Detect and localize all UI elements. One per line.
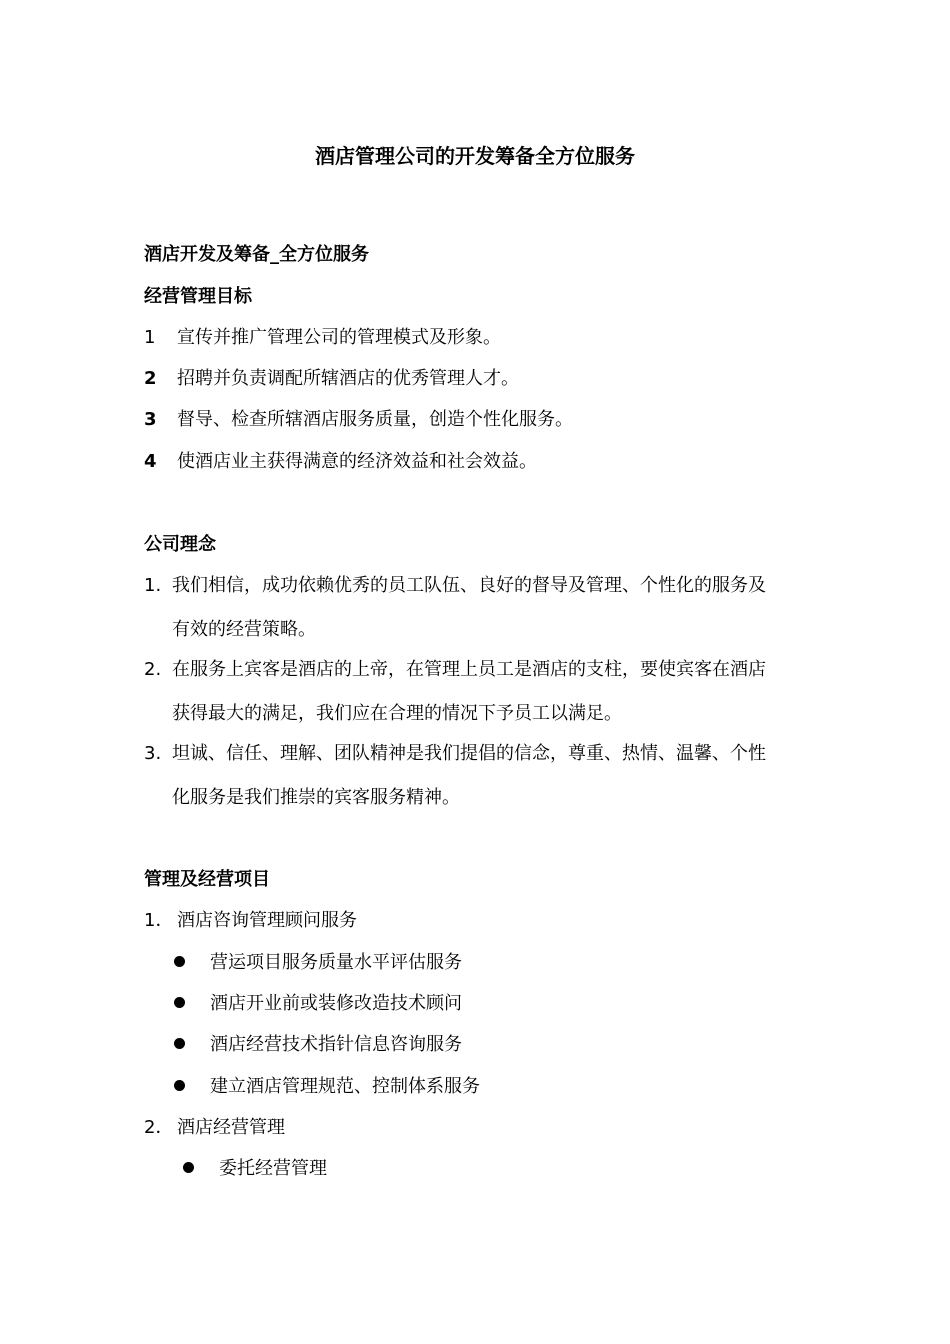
bullet-icon bbox=[174, 997, 185, 1008]
goal-text: 宣传并推广管理公司的管理模式及形象。 bbox=[177, 327, 501, 348]
bullet-item bbox=[183, 1156, 327, 1182]
goal-number: 4 bbox=[144, 451, 157, 472]
bullet-item bbox=[174, 1074, 480, 1100]
philosophy-number: 3. bbox=[144, 743, 162, 764]
bullet-item bbox=[174, 991, 462, 1017]
philosophy-text-line1: 坦诚、信任、理解、团队精神是我们提倡的信念，尊重、热情、温馨、个性 bbox=[172, 743, 766, 764]
bullet-icon bbox=[174, 1038, 185, 1049]
bullet-text: 酒店经营技术指针信息咨询服务 bbox=[210, 1034, 462, 1055]
goal-number: 2 bbox=[144, 368, 157, 389]
bullet-text: 委托经营管理 bbox=[219, 1158, 327, 1179]
project-label: 酒店咨询管理顾问服务 bbox=[177, 910, 357, 931]
goal-text: 督导、检查所辖酒店服务质量，创造个性化服务。 bbox=[177, 409, 573, 430]
philosophy-text-line2: 有效的经营策略。 bbox=[172, 619, 316, 640]
philosophy-text-line2: 获得最大的满足，我们应在合理的情况下予员工以满足。 bbox=[172, 703, 622, 724]
philosophy-number: 1. bbox=[144, 575, 162, 596]
bullet-icon bbox=[174, 956, 185, 967]
projects-heading: 管理及经营项目 bbox=[144, 869, 270, 890]
goal-number: 3 bbox=[144, 409, 157, 430]
goals-heading: 经营管理目标 bbox=[144, 286, 252, 307]
goal-item bbox=[144, 325, 501, 351]
document-title: 酒店管理公司的开发筹备全方位服务 bbox=[315, 144, 635, 168]
goal-item bbox=[144, 366, 519, 392]
bullet-text: 营运项目服务质量水平评估服务 bbox=[210, 952, 462, 973]
philosophy-heading: 公司理念 bbox=[144, 534, 216, 555]
philosophy-text-line1: 在服务上宾客是酒店的上帝，在管理上员工是酒店的支柱，要使宾客在酒店 bbox=[172, 659, 766, 680]
goal-text: 使酒店业主获得满意的经济效益和社会效益。 bbox=[177, 451, 537, 472]
section-heading-main: 酒店开发及筹备_全方位服务 bbox=[144, 244, 369, 265]
goal-item bbox=[144, 449, 537, 475]
bullet-text: 建立酒店管理规范、控制体系服务 bbox=[210, 1076, 480, 1097]
project-group bbox=[144, 908, 357, 934]
philosophy-text-line1: 我们相信，成功依赖优秀的员工队伍、良好的督导及管理、个性化的服务及 bbox=[172, 575, 766, 596]
project-group bbox=[144, 1115, 285, 1141]
bullet-item bbox=[174, 950, 462, 976]
philosophy-item bbox=[144, 741, 766, 767]
philosophy-number: 2. bbox=[144, 659, 162, 680]
goal-item bbox=[144, 407, 573, 433]
philosophy-item bbox=[144, 573, 766, 599]
philosophy-text-line2: 化服务是我们推崇的宾客服务精神。 bbox=[172, 787, 460, 808]
bullet-item bbox=[174, 1032, 462, 1058]
project-number: 1． bbox=[144, 910, 174, 931]
project-number: 2． bbox=[144, 1117, 174, 1138]
bullet-icon bbox=[183, 1162, 194, 1173]
bullet-icon bbox=[174, 1080, 185, 1091]
goal-number: 1 bbox=[144, 327, 156, 348]
goal-text: 招聘并负责调配所辖酒店的优秀管理人才。 bbox=[177, 368, 519, 389]
bullet-text: 酒店开业前或装修改造技术顾问 bbox=[210, 993, 462, 1014]
project-label: 酒店经营管理 bbox=[177, 1117, 285, 1138]
philosophy-item bbox=[144, 657, 766, 683]
